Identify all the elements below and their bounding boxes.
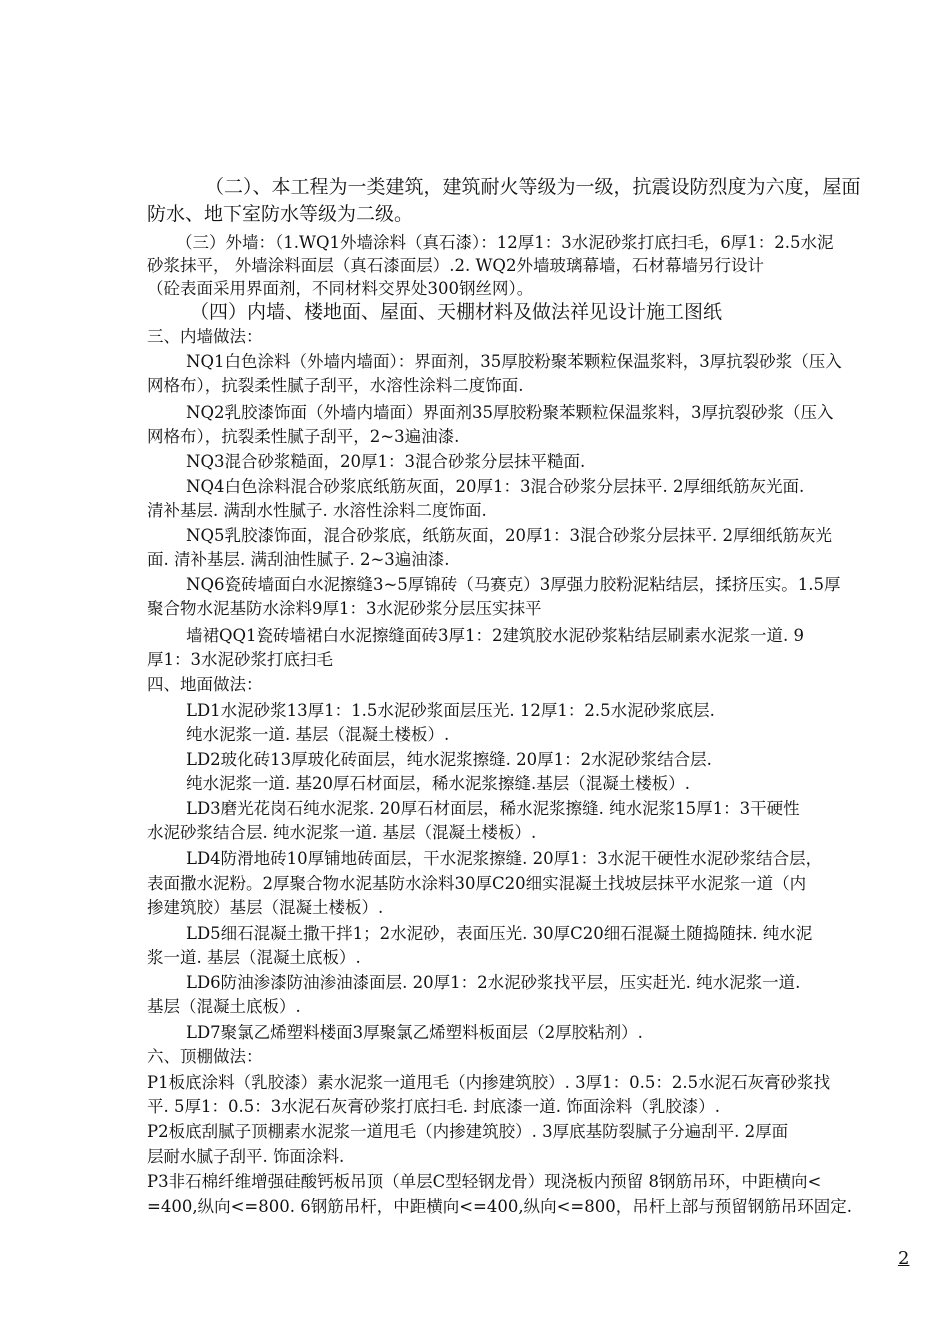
paragraph-line: 平. 5厚1：0.5：3水泥石灰膏砂浆打底扫毛. 封底漆一道. 饰面涂料（乳胶漆）. [147, 1097, 720, 1116]
paragraph-line: NQ3混合砂浆糙面，20厚1：3混合砂浆分层抹平糙面. [186, 452, 586, 471]
paragraph-line: P3非石棉纤维增强硅酸钙板吊顶（单层C型轻钢龙骨）现浇板内预留 8钢筋吊环，中距横向< [147, 1172, 822, 1191]
paragraph-line: 浆一道. 基层（混凝土底板）. [147, 948, 361, 967]
paragraph-line: 防水、地下室防水等级为二级。 [147, 203, 414, 225]
section-heading: 六、顶棚做法： [147, 1047, 263, 1066]
section-heading: 三、内墙做法： [147, 327, 263, 346]
paragraph-line: 基层（混凝土底板）. [147, 997, 301, 1016]
paragraph-line: NQ4白色涂料混合砂浆底纸筋灰面，20厚1：3混合砂浆分层抹平. 2厚细纸筋灰光面. [186, 477, 805, 496]
paragraph-line: （三）外墙：（1.WQ1外墙涂料（真石漆）：12厚1：3水泥砂浆打底扫毛，6厚1：2.5水泥 [176, 233, 834, 252]
paragraph-line: 网格布），抗裂柔性腻子刮平，水溶性涂料二度饰面. [147, 376, 524, 395]
paragraph-line: 网格布），抗裂柔性腻子刮平，2~3遍油漆. [147, 427, 460, 446]
paragraph-line: 掺建筑胶）基层（混凝土楼板）. [147, 898, 384, 917]
paragraph-line: 墙裙QQ1瓷砖墙裙白水泥擦缝面砖3厚1：2建筑胶水泥砂浆粘结层刷素水泥浆一道. 9 [186, 626, 805, 645]
paragraph-line: LD2玻化砖13厚玻化砖面层，纯水泥浆擦缝. 20厚1：2水泥砂浆结合层. [186, 750, 712, 769]
paragraph-line: 面. 清补基层. 满刮油性腻子. 2~3遍油漆. [147, 550, 450, 569]
paragraph-line: LD6防油渗漆防油渗油漆面层. 20厚1：2水泥砂浆找平层，压实赶光. 纯水泥浆一道. [186, 973, 801, 992]
paragraph-line: （四）内墙、楼地面、屋面、天棚材料及做法祥见设计施工图纸 [190, 301, 723, 323]
section-heading: 四、地面做法： [147, 675, 263, 694]
paragraph-line: NQ1白色涂料（外墙内墙面）：界面剂，35厚胶粉聚苯颗粒保温浆料，3厚抗裂砂浆（压入 [186, 352, 842, 371]
paragraph-line: P1板底涂料（乳胶漆）素水泥浆一道甩毛（内掺建筑胶）. 3厚1：0.5：2.5水泥石灰膏砂浆找 [147, 1073, 831, 1092]
paragraph-line: NQ6瓷砖墙面白水泥擦缝3~5厚锦砖（马赛克）3厚强力胶粉泥粘结层，揉挤压实。1.5厚 [186, 575, 841, 594]
paragraph-line: （砼表面采用界面剂，不同材料交界处300钢丝网）。 [147, 279, 534, 298]
paragraph-line: 清补基层. 满刮水性腻子. 水溶性涂料二度饰面. [147, 501, 487, 520]
paragraph-line: 砂浆抹平， 外墙涂料面层（真石漆面层）.2. WQ2外墙玻璃幕墙，石材幕墙另行设计 [147, 256, 764, 275]
paragraph-line: NQ5乳胶漆饰面，混合砂浆底，纸筋灰面，20厚1：3混合砂浆分层抹平. 2厚细纸筋灰光 [186, 526, 832, 545]
paragraph-line: LD5细石混凝土撒干拌1；2水泥砂，表面压光. 30厚C20细石混凝土随捣随抹. 纯水泥 [186, 924, 813, 943]
paragraph-line: LD4防滑地砖10厚铺地砖面层，干水泥浆擦缝. 20厚1：3水泥干硬性水泥砂浆结合层， [186, 849, 823, 868]
paragraph-line: NQ2乳胶漆饰面（外墙内墙面）界面剂35厚胶粉聚苯颗粒保温浆料，3厚抗裂砂浆（压入 [186, 403, 834, 422]
paragraph-line: 层耐水腻子刮平. 饰面涂料. [147, 1147, 345, 1166]
paragraph-line: LD1水泥砂浆13厚1：1.5水泥砂浆面层压光. 12厚1：2.5水泥砂浆底层. [186, 701, 715, 720]
paragraph-line: 表面撒水泥粉。2厚聚合物水泥基防水涂料30厚C20细实混凝土找坡层抹平水泥浆一道（内 [147, 874, 807, 893]
paragraph-line: 纯水泥浆一道. 基层（混凝土楼板）. [186, 725, 450, 744]
paragraph-line: 水泥砂浆结合层. 纯水泥浆一道. 基层（混凝土楼板）. [147, 823, 537, 842]
paragraph-line: 聚合物水泥基防水涂料9厚1：3水泥砂浆分层压实抹平 [147, 599, 542, 618]
paragraph-line: P2板底刮腻子顶棚素水泥浆一道甩毛（内掺建筑胶）. 3厚底基防裂腻子分遍刮平. 2厚面 [147, 1122, 789, 1141]
paragraph-line: （二）、本工程为一类建筑，建筑耐火等级为一级，抗震设防烈度为六度，屋面 [205, 176, 861, 198]
paragraph-line: 纯水泥浆一道. 基20厚石材面层，稀水泥浆擦缝.基层（混凝土楼板）. [186, 774, 690, 793]
paragraph-line: =400,纵向<=800. 6钢筋吊杆，中距横向<=400,纵向<=800，吊杆上部与预留钢筋吊环固定. [147, 1197, 852, 1216]
page-number: 2 [898, 1248, 910, 1269]
paragraph-line: 厚1：3水泥砂浆打底扫毛 [147, 650, 333, 669]
paragraph-line: LD3磨光花岗石纯水泥浆. 20厚石材面层，稀水泥浆擦缝. 纯水泥浆15厚1：3干硬性 [186, 799, 800, 818]
paragraph-line: LD7聚氯乙烯塑料楼面3厚聚氯乙烯塑料板面层（2厚胶粘剂）. [186, 1023, 643, 1042]
